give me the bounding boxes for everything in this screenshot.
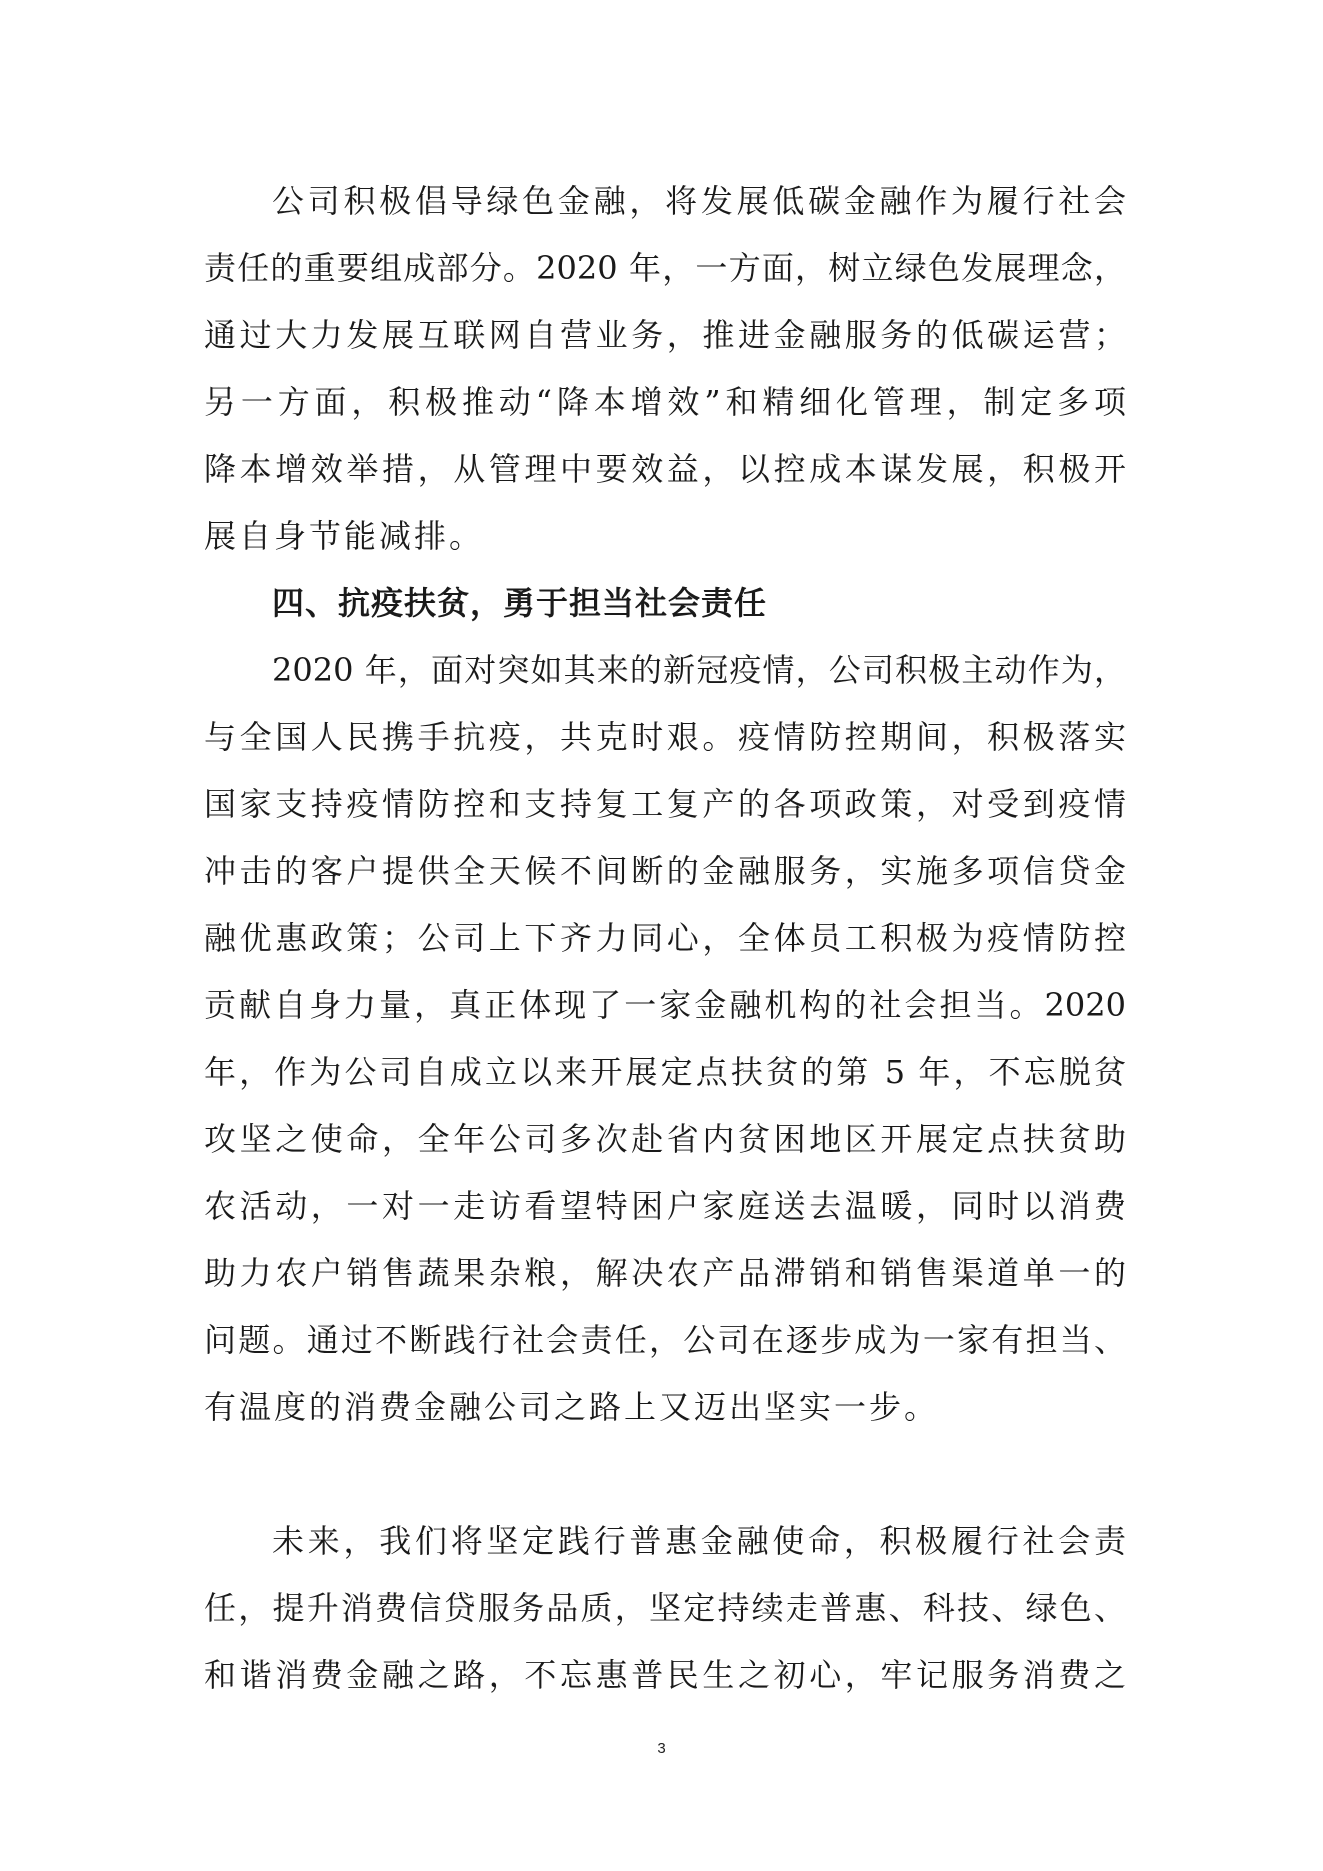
paragraph-line: 另一方面，积极推动“降本增效”和精细化管理，制定多项	[204, 383, 1126, 421]
paragraph-line: 未来，我们将坚定践行普惠金融使命，积极履行社会责	[272, 1522, 1126, 1560]
paragraph-line: 冲击的客户提供全天候不间断的金融服务，实施多项信贷金	[204, 852, 1126, 890]
paragraph-line: 问题。通过不断践行社会责任，公司在逐步成为一家有担当、	[204, 1321, 1126, 1359]
paragraph-line: 展自身节能减排。	[204, 517, 485, 555]
paragraph-line: 融优惠政策；公司上下齐力同心，全体员工积极为疫情防控	[204, 919, 1126, 957]
paragraph-green-finance	[204, 168, 1126, 570]
paragraph-line: 贡献自身力量，真正体现了一家金融机构的社会担当。2020	[204, 986, 1126, 1024]
paragraph-line: 助力农户销售蔬果杂粮，解决农产品滞销和销售渠道单一的	[204, 1254, 1126, 1292]
paragraph-line: 任，提升消费信贷服务品质，坚定持续走普惠、科技、绿色、	[204, 1589, 1126, 1627]
page-number: 3	[657, 1740, 666, 1757]
paragraph-line: 和谐消费金融之路，不忘惠普民生之初心，牢记服务消费之	[204, 1656, 1126, 1694]
paragraph-pandemic-poverty	[204, 637, 1126, 1441]
paragraph-line: 责任的重要组成部分。2020 年，一方面，树立绿色发展理念，	[204, 249, 1126, 287]
paragraph-line: 2020 年，面对突如其来的新冠疫情，公司积极主动作为，	[272, 651, 1126, 689]
paragraph-future	[204, 1508, 1126, 1709]
paragraph-line: 与全国人民携手抗疫，共克时艰。疫情防控期间，积极落实	[204, 718, 1126, 756]
paragraph-line: 有温度的消费金融公司之路上又迈出坚实一步。	[204, 1388, 940, 1426]
paragraph-line: 公司积极倡导绿色金融，将发展低碳金融作为履行社会	[272, 182, 1126, 220]
paragraph-line: 攻坚之使命，全年公司多次赴省内贫困地区开展定点扶贫助	[204, 1120, 1126, 1158]
paragraph-line: 农活动，一对一走访看望特困户家庭送去温暖，同时以消费	[204, 1187, 1126, 1225]
paragraph-line: 降本增效举措，从管理中要效益，以控成本谋发展，积极开	[204, 450, 1126, 488]
paragraph-line: 通过大力发展互联网自营业务，推进金融服务的低碳运营；	[204, 316, 1126, 354]
paragraph-line: 年，作为公司自成立以来开展定点扶贫的第 5 年，不忘脱贫	[204, 1053, 1126, 1091]
paragraph-line: 国家支持疫情防控和支持复工复产的各项政策，对受到疫情	[204, 785, 1126, 823]
section-heading: 四、抗疫扶贫，勇于担当社会责任	[272, 584, 768, 622]
